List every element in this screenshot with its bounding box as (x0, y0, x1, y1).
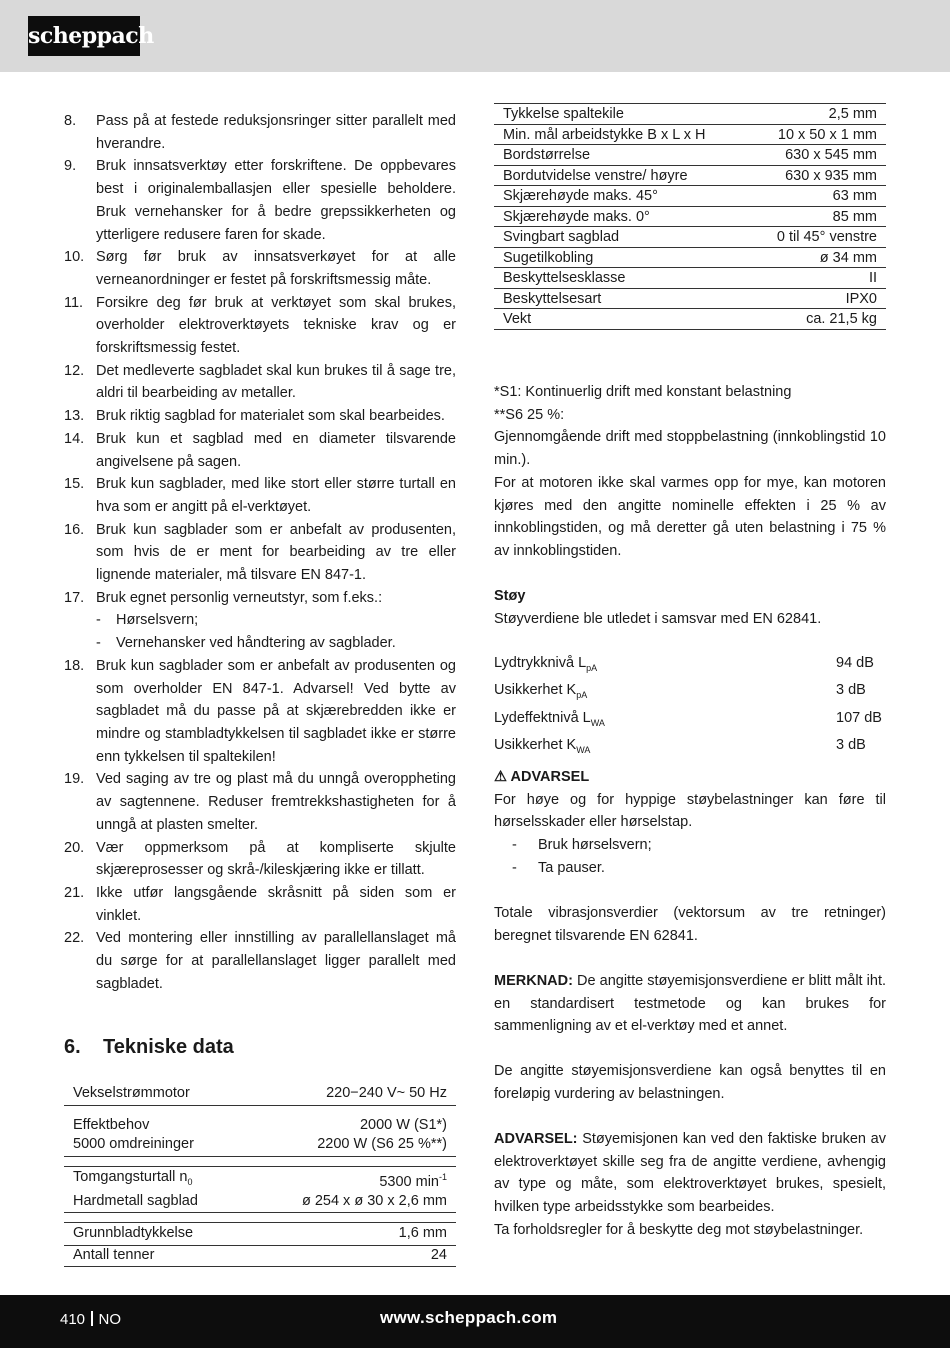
list-item: 9. Bruk innsatsverktøy etter forskriftene. De oppbevares best i originalemballasjen eller spesielle beholdere. Bruk vernehansker for å bedre grepssikkerheten og ytterligere redusere faren for skade. (64, 158, 456, 243)
list-item: 17. Bruk egnet personlig verneutstyr, som f.eks.: - Hørselsvern; - Vernehansker ved håndtering av sagblader. (64, 587, 456, 655)
table-row: Skjærehøyde maks. 45° 63 mm (494, 186, 886, 207)
vibration-text: Totale vibrasjonsverdier (vektorsum av tre retninger) beregnet tilsvarende EN 62841. (494, 905, 886, 944)
table-row: Min. mål arbeidstykke B x L x H 10 x 50 x 1 mm (494, 124, 886, 145)
table-row: Bordstørrelse 630 x 545 mm (494, 145, 886, 166)
list-item: - Bruk hørselsvern; (512, 837, 652, 854)
table-row: Tykkelse spaltekile 2,5 mm (494, 104, 886, 125)
table-row: Lydtrykknivå $L_{pA}$ 94 dB (494, 655, 874, 673)
table-row: Usikkerhet $K_{WA}$ 3 dB (494, 736, 866, 755)
table-row: Svingbart sagblad 0 til 45° venstre (494, 227, 886, 248)
list-item: 20. Vær oppmerksom på at kompliserte skjulte skjæreprosesser og skrå-/kileskjæring ikke er tillatt. (64, 839, 456, 879)
page-number: 410 NO (60, 1311, 122, 1328)
prelim-text: De angitte støyemisjonsverdiene kan også benyttes til en foreløpig vurdering av belastningen. (494, 1063, 886, 1102)
table-row: Effektbehov 2000 W (S1*) (73, 1116, 447, 1133)
list-item: - Ta pauser. (512, 859, 605, 876)
list-item: 8. Pass på at festede reduksjonsringer sitter parallelt med hverandre. (64, 113, 456, 152)
table-row: Beskyttelsesart IPX0 (494, 288, 886, 309)
merknad-text: MERKNAD: De angitte støyemisjonsverdiene er blitt målt iht. en standardisert testmetode og kan brukes for sammenligning av et el-verktøy med et annet. (494, 973, 886, 1035)
table-row: Tomgangsturtall $n_0$ 5300 $\min^{-1}$ (64, 1166, 456, 1192)
table-row: Grunnbladtykkelse 1,6 mm (64, 1223, 456, 1246)
table-row: Bordutvidelse venstre/ høyre 630 x 935 mm (494, 165, 886, 186)
warning-triangle-icon: ⚠ (494, 769, 507, 785)
scheppach-logo: scheppach (28, 16, 140, 56)
tech-data-table-right (494, 103, 886, 330)
website-link[interactable]: www.scheppach.com (380, 1308, 558, 1327)
list-item: 18. Bruk kun sagblader som er anbefalt av produsenten og som overholder EN 847-1. Advarsel! Ved bytte av sagbladet må du passe på at skjærebredden ikke er mindre og stambladtykkelsen til sagbladet ikke er større enn tykkelsen til spaltekilen! (64, 657, 456, 765)
safety-instructions-list (64, 110, 456, 995)
list-item: 14. Bruk kun et sagblad med en diameter tilsvarende angivelsene på sagen. (64, 430, 456, 470)
advarsel-text: ADVARSEL: Støyemisjonen kan ved den faktiske bruken av elektroverktøyet skille seg fra de angitte verdiene, avhengig av type og måte, som elektroverktøyet brukes, spesielt, hvilken type arbeidsstykke som bearbeides. Ta forholdsregler for å beskytte deg mot støybelastninger. (494, 1131, 886, 1238)
table-row: 5000 omdreininger 2200 W (S6 25 %**) (64, 1135, 456, 1156)
list-item: 21. Ikke utfør langsgående skråsnitt på siden som er vinklet. (64, 884, 456, 924)
list-item: 13. Bruk riktig sagblad for materialet som skal bearbeides. (64, 408, 445, 425)
tech-data-table-left (64, 1080, 456, 1267)
list-item: 22. Ved montering eller innstilling av parallellanslaget må du sørge for at parallellanslaget ligger parallelt med sagbladet. (64, 930, 456, 992)
noise-section: Støy Støyverdiene ble utledet i samsvar med EN 62841. (494, 588, 822, 627)
table-row: Antall tenner 24 (64, 1245, 456, 1267)
table-row: Vekt ca. 21,5 kg (494, 309, 886, 330)
table-row: Vekselstrømmotor 220−240 V~ 50 Hz (64, 1080, 456, 1105)
page-footer (0, 1295, 950, 1348)
table-row: Hardmetall sagblad ø 254 x ø 30 x 2,6 mm (64, 1192, 456, 1213)
table-row: Lydeffektnivå $L_{WA}$ 107 dB (494, 709, 882, 728)
table-row: Beskyttelsesklasse II (494, 268, 886, 289)
list-item: 19. Ved saging av tre og plast må du unngå overoppheting av sagtennene. Reduser fremtrekkshastigheten for å unngå at plasten smelter. (64, 771, 456, 833)
table-row: Sugetilkobling ø 34 mm (494, 247, 886, 268)
noise-values-table (494, 652, 886, 761)
table-row: Skjærehøyde maks. 0° 85 mm (494, 206, 886, 227)
list-item: 10. Sørg før bruk av innsatsverkøyet for at alle verneanordninger er festet på forskriftsmessig måte. (64, 249, 456, 288)
list-item: 12. Det medleverte sagbladet skal kun brukes til å sage tre, aldri til bearbeiding av metaller. (64, 362, 456, 402)
list-item: 11. Forsikre deg før bruk at verktøyet som skal brukes, overholder elektroverktøyets tekniske krav og er forskriftsmessig festet. (64, 294, 456, 357)
noise-heading: Støy (494, 588, 526, 604)
section-heading: 6. Tekniske data (64, 1036, 234, 1058)
list-item: 15. Bruk kun sagblader, med like stort eller større turtall en hva som er angitt på el-verktøyet. (64, 476, 456, 515)
sub-item: - Hørselsvern; (96, 612, 199, 629)
warning-section: ⚠ ADVARSEL For høye og for hyppige støybelastninger kan føre til hørselsskader eller hørselstap. - Bruk hørselsvern; - Ta pauser. (494, 766, 886, 880)
table-row: Usikkerhet $K_{pA}$ 3 dB (494, 682, 866, 701)
page-header (0, 0, 950, 72)
list-item: 16. Bruk kun sagblader som er anbefalt av produsenten, som hvis de er ment for bearbeiding av tre eller lignende materialer, må tilsvare EN 847-1. (64, 521, 456, 584)
sub-item: - Vernehansker ved håndtering av sagblader. (96, 635, 396, 652)
duty-notes: *S1: Kontinuerlig drift med konstant belastning **S6 25 %: Gjennomgående drift med stoppbelastning (innkoblingstid 10 min.). For at motoren ikke skal varmes opp for mye, kan motoren kjøres med den angitte nominelle effekten i 25 % av innkoblingstiden, og må deretter gå uten belastning i 75 % av innkoblingstiden. (494, 384, 886, 559)
